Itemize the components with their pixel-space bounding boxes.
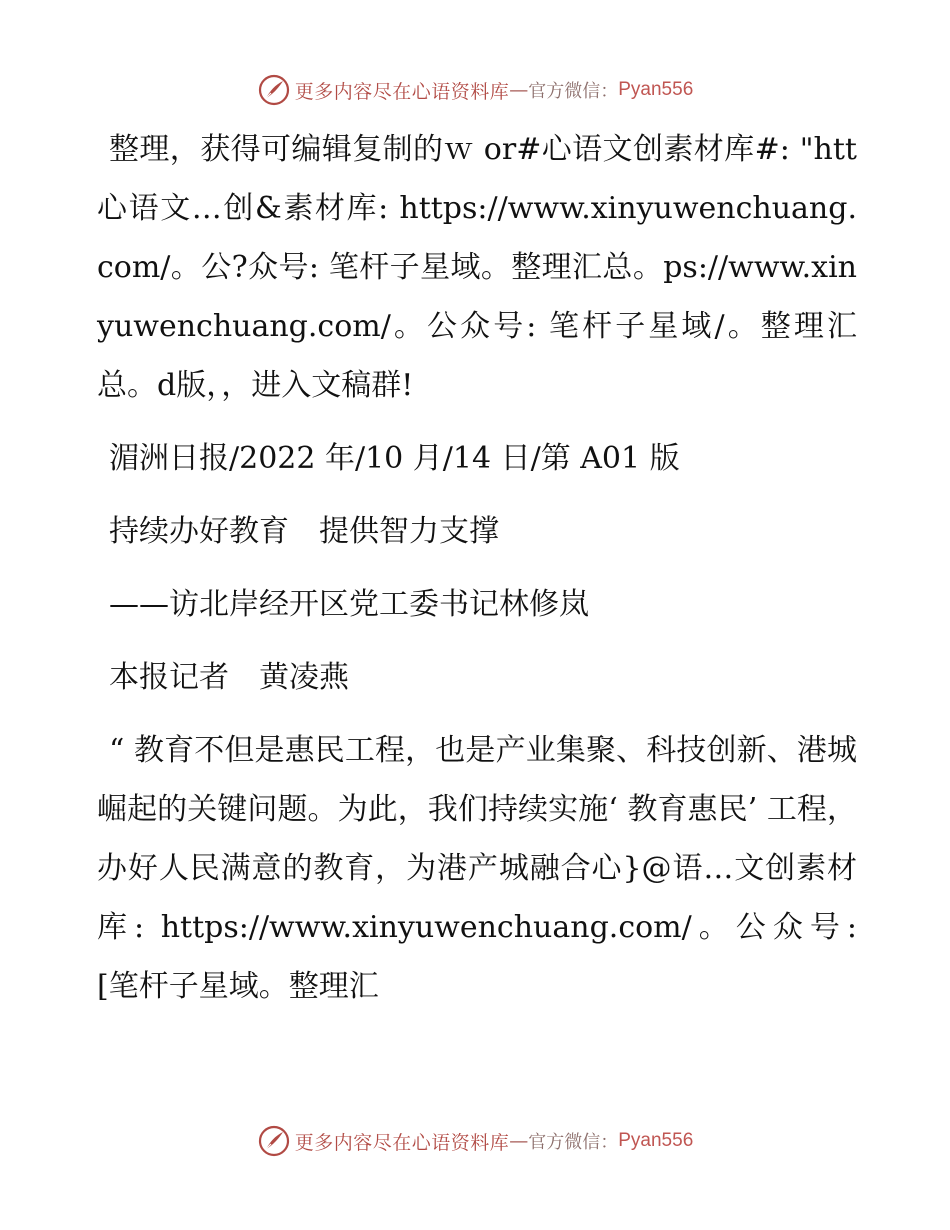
banner-text: 更多内容尽在心语资料库 <box>294 1131 510 1154</box>
article-subheadline: ——访北岸经开区党工委书记林修岚 <box>109 587 589 622</box>
document-body <box>97 120 857 1030</box>
quill-pen-logo-icon <box>257 1124 291 1158</box>
banner-wechat-id: Pyan556 <box>618 1130 694 1151</box>
banner-separator: — <box>509 79 529 101</box>
quill-pen-logo-icon <box>257 73 291 107</box>
footer-watermark-banner <box>0 1121 950 1161</box>
paragraph-intro: 整理，获得可编辑复制的ｗ or#心语文创素材库#: "htt心语文…创&素材库: https://www.xinyuwenchuang.com/。公?众号: 笔杆子星域。整理汇总。ps://www.xinyuwenchuang.com/。公众号: 笔杆子星域/。整理汇总。d版，，进入文稿群! <box>97 132 857 403</box>
article-headline: 持续办好教育 提供智力支撑 <box>109 514 499 549</box>
banner-wechat-label: 官方微信： <box>528 81 619 102</box>
source-line: 湄洲日报/2022 年/10 月/14 日/第 A01 版 <box>109 441 680 476</box>
paragraph-body: “ 教育不但是惠民工程，也是产业集聚、科技创新、港城崛起的关键问题。为此，我们持续实施‘ 教育惠民’ 工程，办好人民满意的教育，为港产城融合心}@语…文创素材库: https://www.xinyuwenchuang.com/。公众号: [笔杆子星域。整理汇 <box>97 733 857 1004</box>
banner-separator: — <box>509 1130 529 1152</box>
header-watermark-banner <box>0 70 950 110</box>
banner-text: 更多内容尽在心语资料库 <box>294 80 510 103</box>
banner-wechat-id: Pyan556 <box>618 79 694 100</box>
article-byline: 本报记者 黄凌燕 <box>109 660 349 695</box>
banner-wechat-label: 官方微信： <box>528 1132 619 1153</box>
